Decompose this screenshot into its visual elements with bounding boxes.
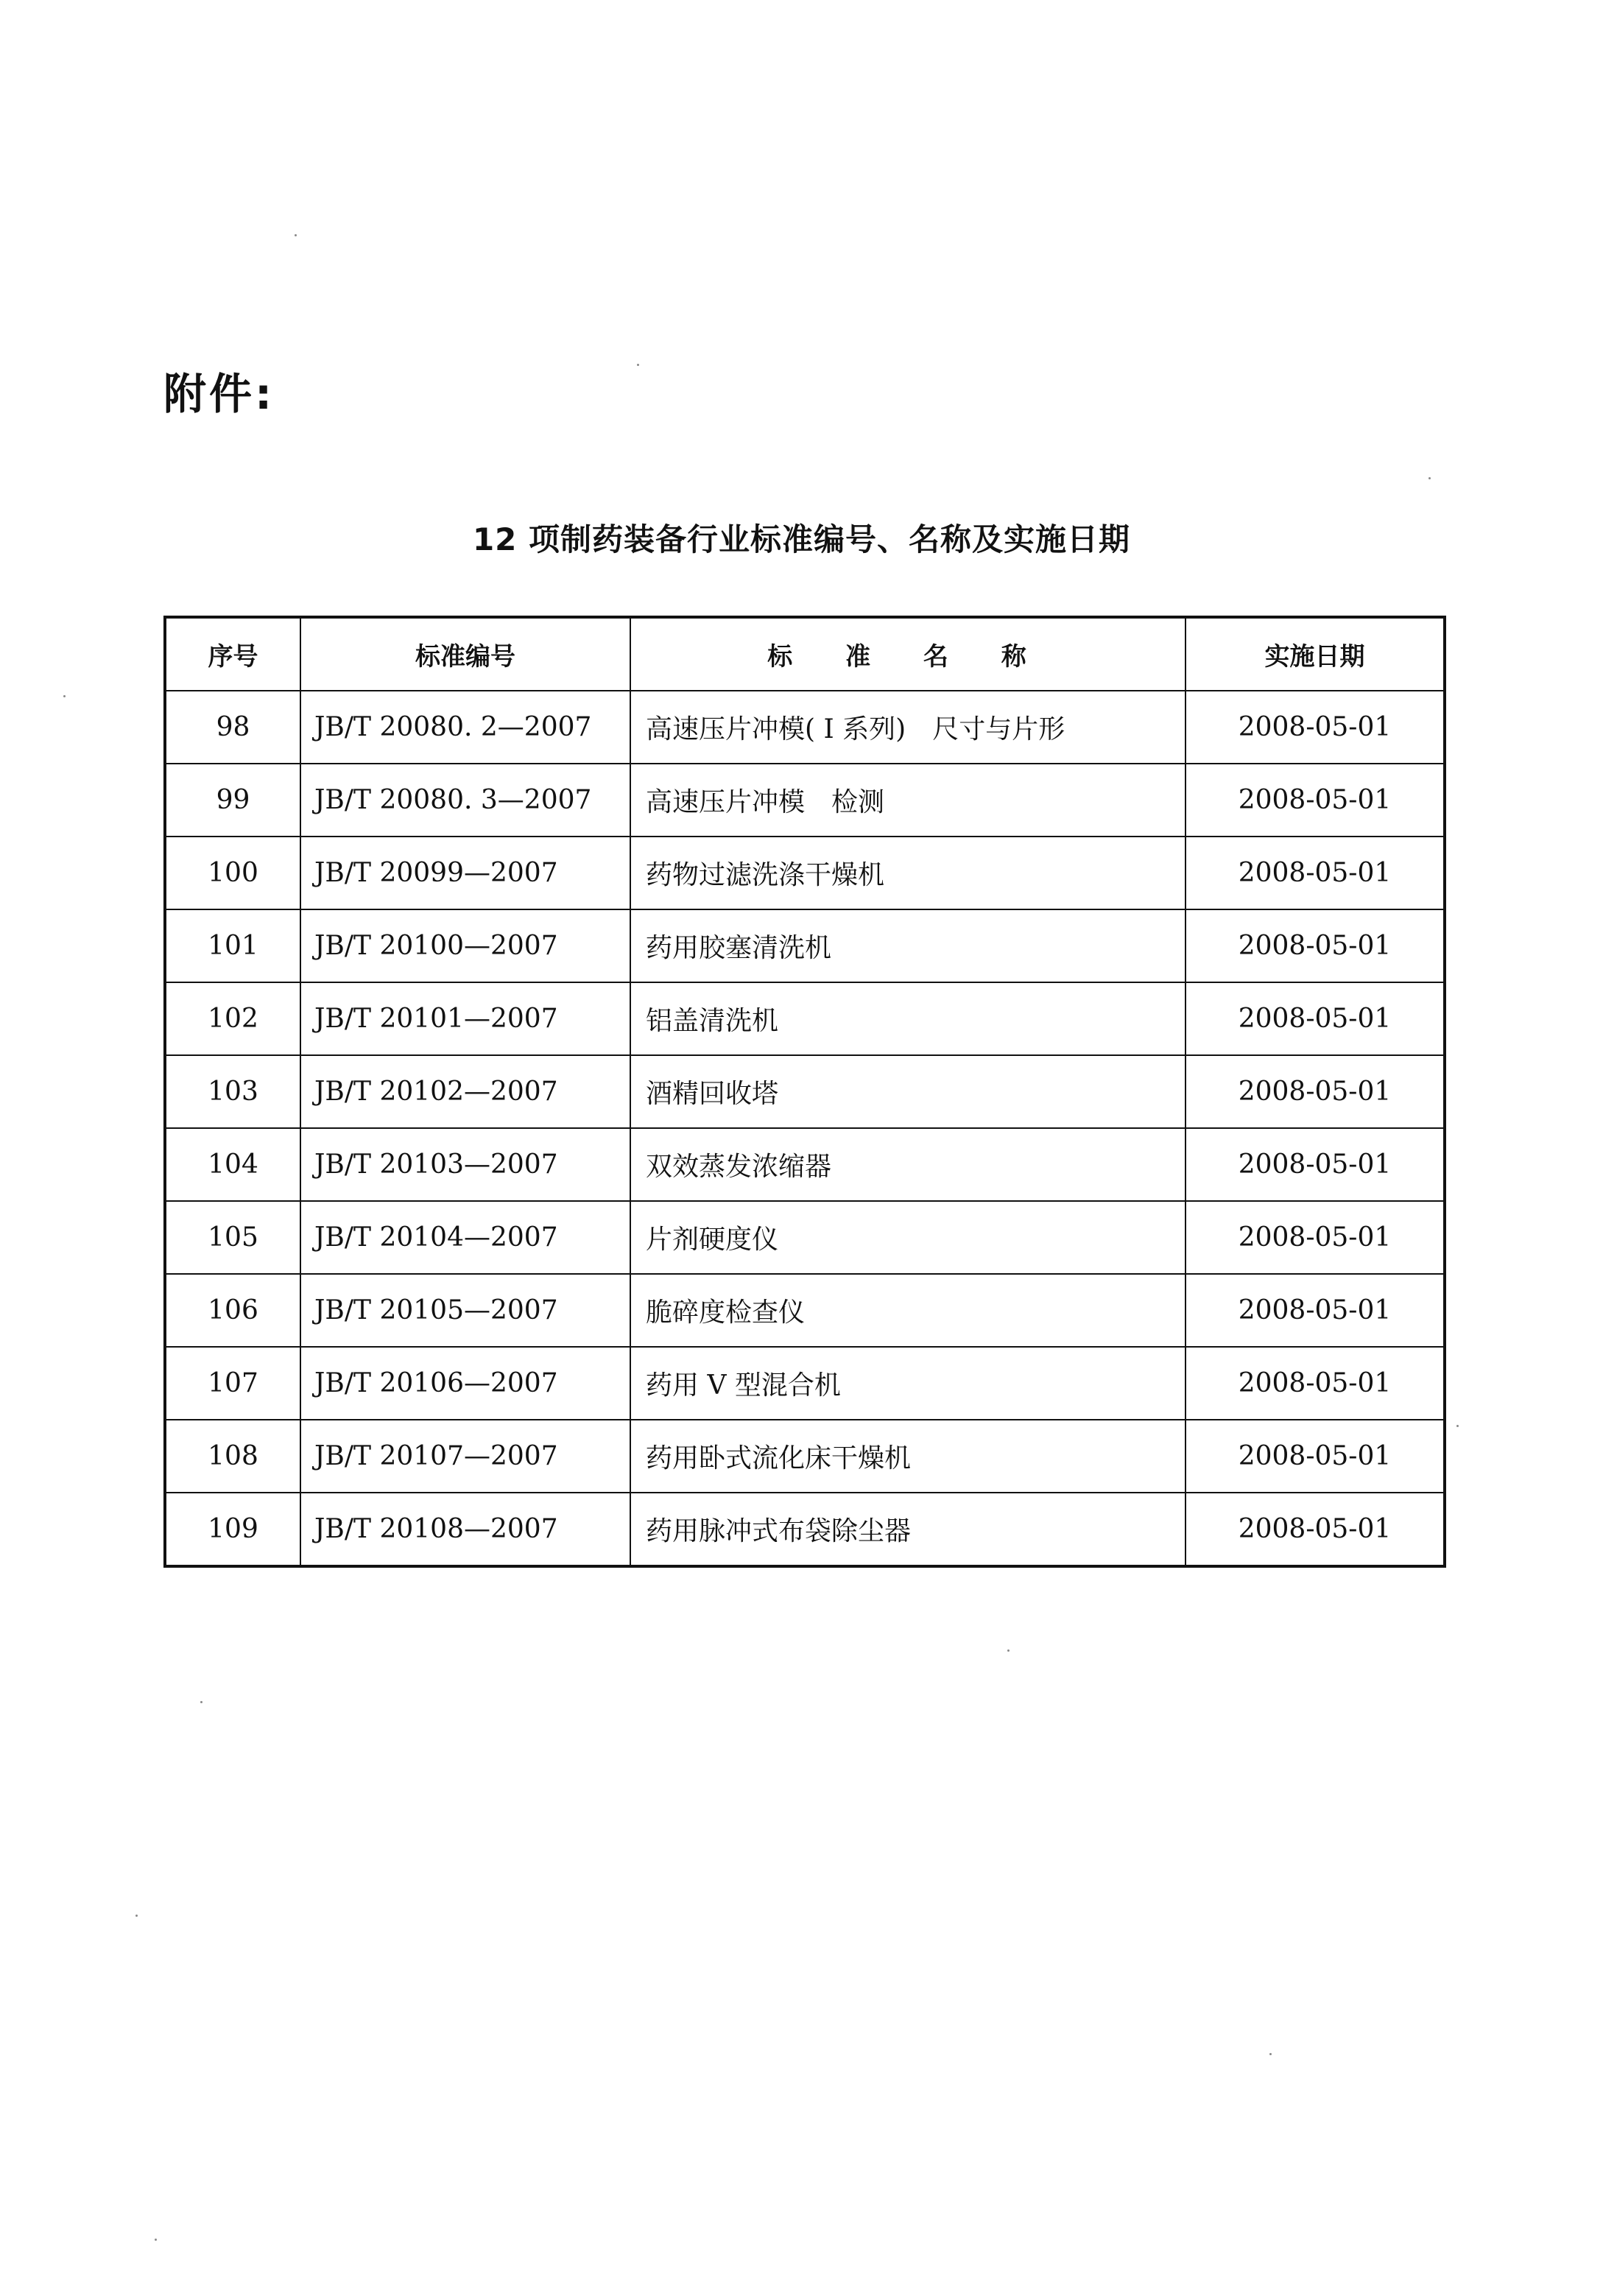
cell-code: JB/T 20108—2007 (300, 1493, 630, 1566)
cell-name: 药用 V 型混合机 (630, 1347, 1185, 1420)
table-row (165, 982, 1445, 1055)
cell-name: 药用卧式流化床干燥机 (630, 1420, 1185, 1493)
cell-number: 104 (165, 1128, 300, 1201)
scan-speck (1428, 477, 1431, 479)
cell-date: 2008-05-01 (1185, 1274, 1445, 1347)
table-row (165, 691, 1445, 764)
document-title: 12 项制药装备行业标准编号、名称及实施日期 (472, 521, 1131, 557)
cell-date: 2008-05-01 (1185, 1493, 1445, 1566)
cell-date: 2008-05-01 (1185, 1420, 1445, 1493)
scan-speck (1456, 1425, 1459, 1427)
cell-name: 片剂硬度仪 (630, 1201, 1185, 1274)
table-row (165, 1347, 1445, 1420)
cell-name: 高速压片冲模 检测 (630, 764, 1185, 837)
cell-date: 2008-05-01 (1185, 1201, 1445, 1274)
table-row (165, 1055, 1445, 1128)
cell-number: 109 (165, 1493, 300, 1566)
scan-speck (200, 1701, 202, 1703)
cell-date: 2008-05-01 (1185, 1347, 1445, 1420)
cell-name: 酒精回收塔 (630, 1055, 1185, 1128)
cell-name: 脆碎度检查仪 (630, 1274, 1185, 1347)
table-row (165, 1274, 1445, 1347)
cell-number: 99 (165, 764, 300, 837)
table-row (165, 1201, 1445, 1274)
table-row (165, 1420, 1445, 1493)
scan-speck (295, 234, 297, 236)
cell-name: 高速压片冲模( I 系列) 尺寸与片形 (630, 691, 1185, 764)
cell-code: JB/T 20080. 2—2007 (300, 691, 630, 764)
standards-table (163, 616, 1446, 1568)
table-row (165, 837, 1445, 909)
table-row (165, 764, 1445, 837)
scan-speck (135, 1915, 138, 1917)
cell-date: 2008-05-01 (1185, 909, 1445, 982)
cell-number: 106 (165, 1274, 300, 1347)
cell-number: 107 (165, 1347, 300, 1420)
cell-code: JB/T 20103—2007 (300, 1128, 630, 1201)
cell-code: JB/T 20107—2007 (300, 1420, 630, 1493)
cell-code: JB/T 20100—2007 (300, 909, 630, 982)
cell-code: JB/T 20101—2007 (300, 982, 630, 1055)
cell-number: 103 (165, 1055, 300, 1128)
cell-code: JB/T 20099—2007 (300, 837, 630, 909)
cell-number: 100 (165, 837, 300, 909)
cell-code: JB/T 20102—2007 (300, 1055, 630, 1128)
cell-date: 2008-05-01 (1185, 1128, 1445, 1201)
cell-name: 药用脉冲式布袋除尘器 (630, 1493, 1185, 1566)
scan-speck (155, 2239, 157, 2241)
cell-date: 2008-05-01 (1185, 1055, 1445, 1128)
scan-speck (1007, 1649, 1010, 1652)
table-row (165, 909, 1445, 982)
cell-number: 101 (165, 909, 300, 982)
scan-speck (637, 364, 639, 366)
scan-speck (1269, 2053, 1272, 2055)
cell-number: 108 (165, 1420, 300, 1493)
cell-date: 2008-05-01 (1185, 982, 1445, 1055)
cell-name: 药物过滤洗涤干燥机 (630, 837, 1185, 909)
cell-name: 铝盖清洗机 (630, 982, 1185, 1055)
cell-date: 2008-05-01 (1185, 691, 1445, 764)
cell-date: 2008-05-01 (1185, 764, 1445, 837)
table-row (165, 1128, 1445, 1201)
cell-code: JB/T 20105—2007 (300, 1274, 630, 1347)
table-header-row (165, 617, 1445, 691)
cell-code: JB/T 20104—2007 (300, 1201, 630, 1274)
cell-number: 105 (165, 1201, 300, 1274)
cell-number: 98 (165, 691, 300, 764)
cell-name: 药用胶塞清洗机 (630, 909, 1185, 982)
header-name: 标 准 名 称 (630, 617, 1185, 691)
cell-date: 2008-05-01 (1185, 837, 1445, 909)
table-row (165, 1493, 1445, 1566)
header-number: 序号 (165, 617, 300, 691)
cell-code: JB/T 20106—2007 (300, 1347, 630, 1420)
attachment-label: 附件: (163, 369, 275, 419)
cell-number: 102 (165, 982, 300, 1055)
header-date: 实施日期 (1185, 617, 1445, 691)
cell-code: JB/T 20080. 3—2007 (300, 764, 630, 837)
cell-name: 双效蒸发浓缩器 (630, 1128, 1185, 1201)
header-code: 标准编号 (300, 617, 630, 691)
scan-speck (63, 695, 66, 697)
